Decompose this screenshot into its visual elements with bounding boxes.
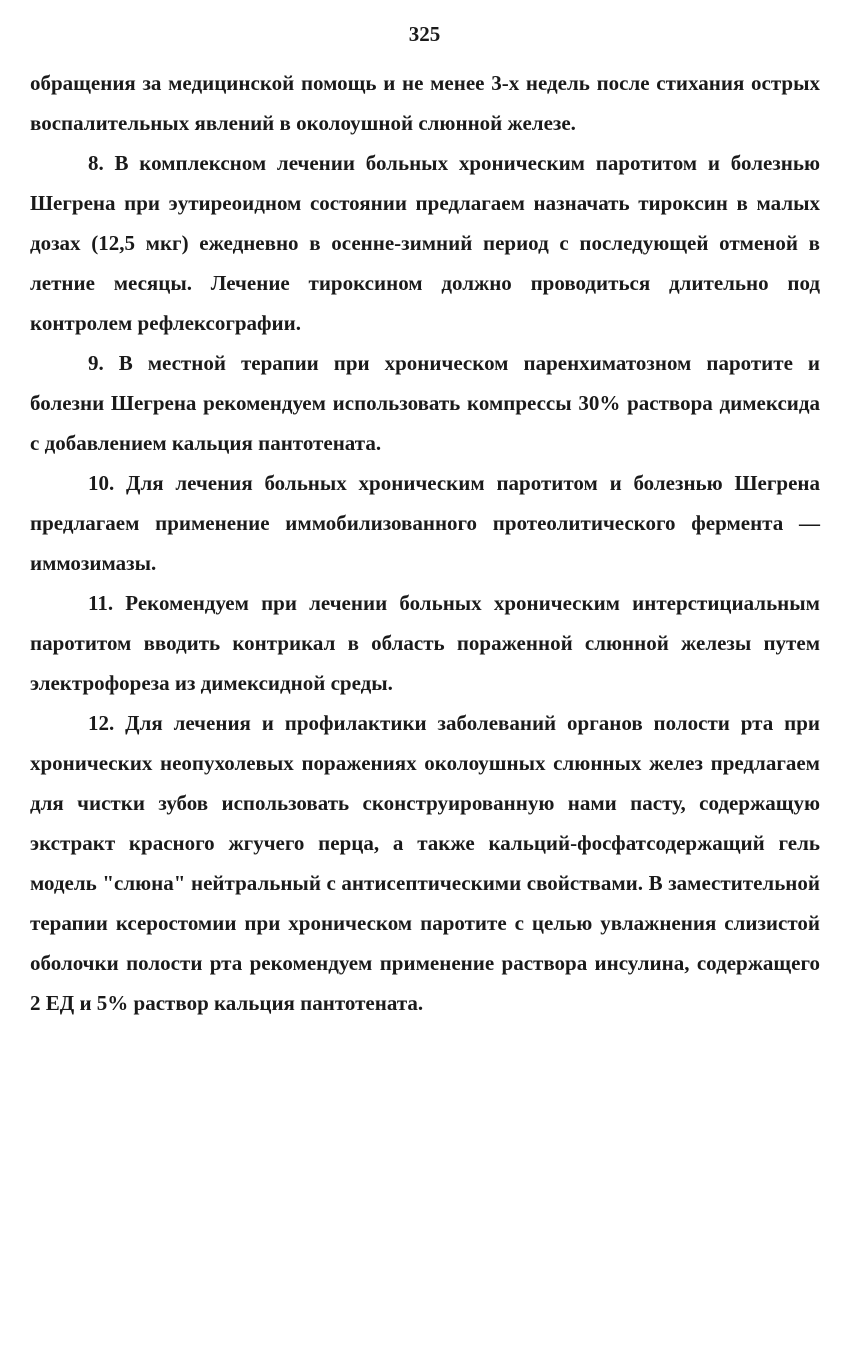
paragraph-item-9 (30, 343, 820, 463)
item-number: 12 (88, 711, 109, 735)
paragraph-text: обращения за медицинской помощь и не менее 3-х недель после стихания острых воспалительных явлений в околоушной слюнной железе. (30, 71, 820, 135)
body-text (30, 63, 820, 1023)
paragraph-continuation (30, 63, 820, 143)
paragraph-text: . В местной терапии при хроническом паренхиматозном паротите и болезни Шегрена рекомендуем использовать компрессы 30% раствора димексида с добавлением кальция пантотената. (30, 351, 820, 455)
paragraph-text: . Рекомендуем при лечении больных хроническим интерстициальным паротитом вводить контрикал в область пораженной слюнной железы путем электрофореза из димексидной среды. (30, 591, 820, 695)
paragraph-item-8 (30, 143, 820, 343)
paragraph-item-11 (30, 583, 820, 703)
paragraph-text: . В комплексном лечении больных хроническим паротитом и болезнью Шегрена при эутиреоидном состоянии предлагаем назначать тироксин в малых дозах (12,5 мкг) ежедневно в осенне-зимний период с последующей отменой в летние месяцы. Лечение тироксином должно проводиться длительно под контролем рефлексографии. (30, 151, 820, 335)
paragraph-item-10 (30, 463, 820, 583)
item-number: 8 (88, 151, 99, 175)
paragraph-item-12 (30, 703, 820, 1023)
item-number: 9 (88, 351, 99, 375)
paragraph-text: . Для лечения больных хроническим паротитом и болезнью Шегрена предлагаем применение иммобилизованного протеолитического фермента — иммозимазы. (30, 471, 820, 575)
page-number: 325 (408, 22, 441, 46)
item-number: 10 (88, 471, 109, 495)
item-number: 11 (88, 591, 108, 615)
paragraph-text: . Для лечения и профилактики заболеваний органов полости рта при хронических неопухолевых поражениях околоушных слюнных желез предлагаем для чистки зубов использовать сконструированную нами пасту, содержащую экстракт красного жгучего перца, а также кальций-фосфатсодержащий гель модель "слюна" нейтральный с антисептическими свойствами. В заместительной терапии ксеростомии при хроническом паротите с целью увлажнения слизистой оболочки полости рта рекомендуем применение раствора инсулина, содержащего 2 ЕД и 5% раствор кальция пантотената. (30, 711, 820, 1015)
